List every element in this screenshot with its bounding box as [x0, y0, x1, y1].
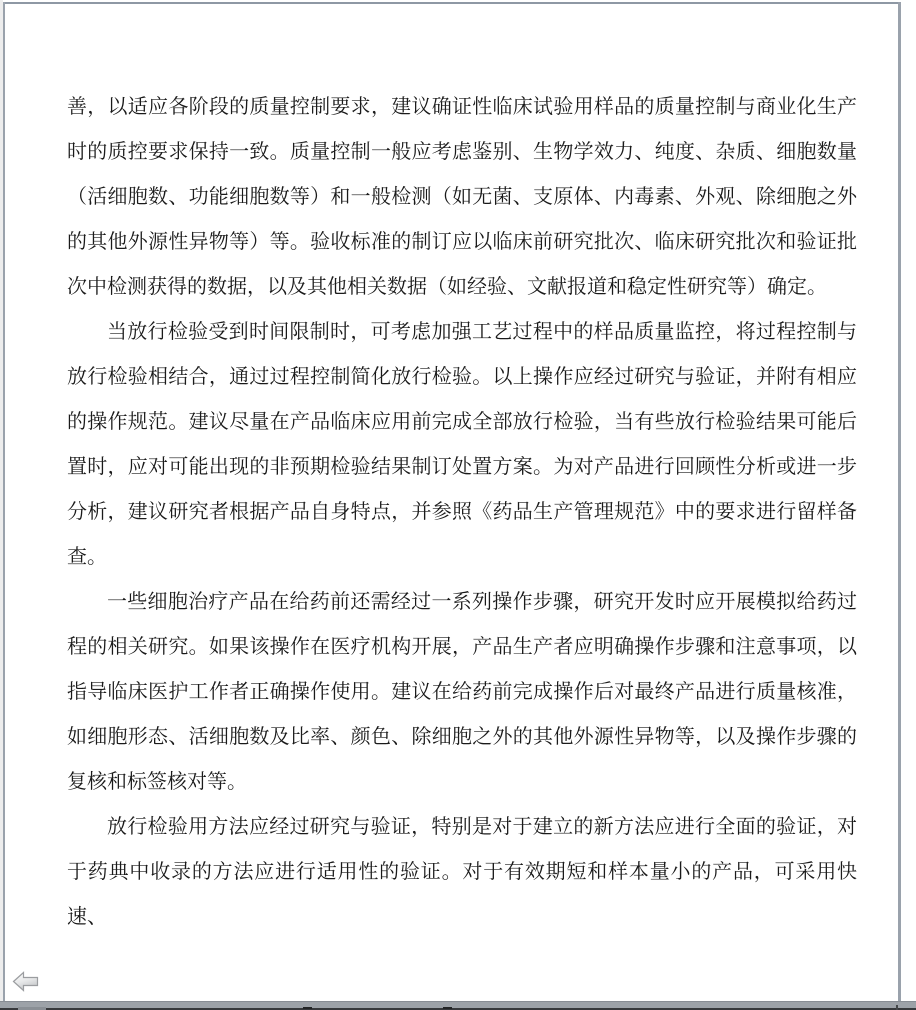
- statusbar-divider: [896, 1005, 898, 1010]
- paragraph: 当放行检验受到时间限制时，可考虑加强工艺过程中的样品质量监控，将过程控制与放行检验相结合，通过过程控制简化放行检验。以上操作应经过研究与验证，并附有相应的操作规范。建议尽量在产品临床应用前完成全部放行检验，当有些放行检验结果可能后置时，应对可能出现的非预期检验结果制订处置方案。为对产品进行回顾性分析或进一步分析，建议研究者根据产品自身特点，并参照《药品生产管理规范》中的要求进行留样备查。: [67, 321, 857, 568]
- paragraph: 一些细胞治疗产品在给药前还需经过一系列操作步骤，研究开发时应开展模拟给药过程的相关研究。如果该操作在医疗机构开展，产品生产者应明确操作步骤和注意事项，以指导临床医护工作者正确操作使用。建议在给药前完成操作后对最终产品进行质量核准，如细胞形态、活细胞数及比率、颜色、除细胞之外的其他外源性异物等，以及操作步骤的复核和标签核对等。: [67, 591, 857, 793]
- document-page: [5, 4, 898, 1001]
- page-border-right: [898, 2, 901, 1002]
- statusbar-mark: [303, 1007, 312, 1009]
- document-text: [67, 85, 857, 940]
- paragraph: 善，以适应各阶段的质量控制要求，建议确证性临床试验用样品的质量控制与商业化生产时的质控要求保持一致。质量控制一般应考虑鉴别、生物学效力、纯度、杂质、细胞数量（活细胞数、功能细胞数等）和一般检测（如无菌、支原体、内毒素、外观、除细胞之外的其他外源性异物等）等。验收标准的制订应以临床前研究批次、临床研究批次和验证批次中检测获得的数据，以及其他相关数据（如经验、文献报道和稳定性研究等）确定。: [67, 96, 857, 298]
- statusbar-mark: [443, 1007, 452, 1009]
- paragraph: 放行检验用方法应经过研究与验证，特别是对于建立的新方法应进行全面的验证，对于药典中收录的方法应进行适用性的验证。对于有效期短和样本量小的产品，可采用快速、: [67, 816, 857, 928]
- back-arrow-icon[interactable]: [12, 971, 39, 992]
